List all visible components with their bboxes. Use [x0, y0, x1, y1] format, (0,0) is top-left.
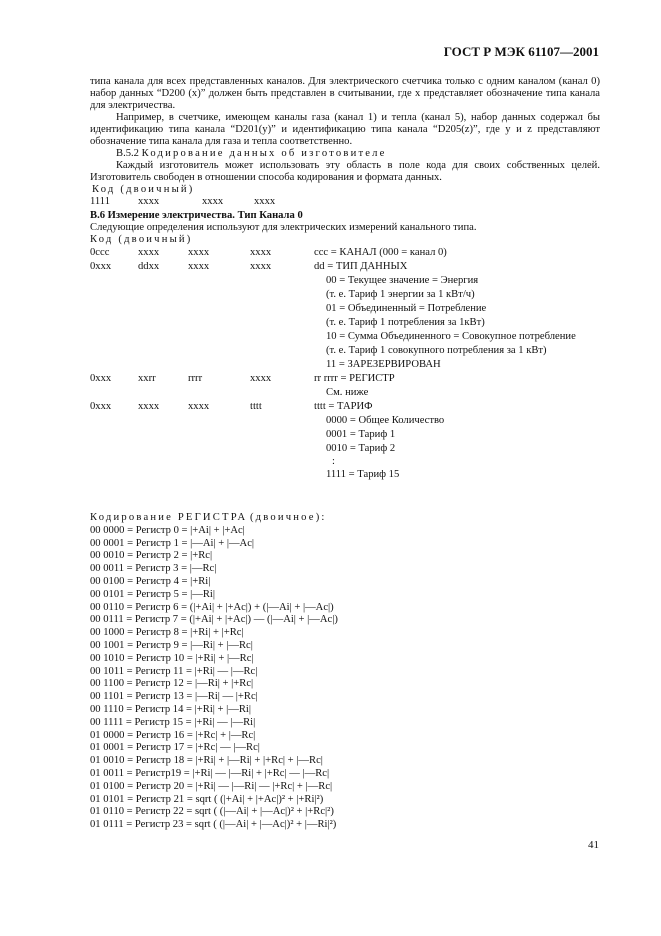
register-line: 00 0001 = Регистр 1 = |—Ai| + |—Ac|: [90, 537, 255, 549]
code-cell: xxxx: [188, 247, 210, 258]
register-list: [90, 512, 600, 832]
register-line: 00 1101 = Регистр 13 = |—Ri| — |+Rc|: [90, 691, 258, 703]
code-cell: xxrr: [138, 373, 156, 384]
register-line: 00 0101 = Регистр 5 = |—Ri|: [90, 588, 215, 600]
code-cell: rrrr: [188, 373, 203, 384]
register-line: 00 1010 = Регистр 10 = |+Ri| + |—Rc|: [90, 652, 254, 664]
register-line: 01 0100 = Регистр 20 = |+Ri| — |—Ri| — |+Rc| + |—Rc|: [90, 780, 333, 792]
register-line: 00 1110 = Регистр 14 = |+Ri| + |—Ri|: [90, 703, 251, 715]
code-cell: ddxx: [138, 261, 160, 272]
section-title: Кодирование данных об изготовителе: [141, 148, 387, 159]
tariff-item: 0010 = Тариф 2: [326, 443, 396, 454]
code-cell: 0xxx: [90, 373, 112, 384]
paragraph-example: Например, в счетчике, имеющем каналы газа (канал 1) и тепла (канал 5), набор данных содержал бы идентификацию типа канала “D201(y)” и идентификацию типа канала “D205(z)”, где y и z представляют обозначение типа канала для газа и тепла соответственно.: [90, 112, 600, 147]
register-line: 00 1001 = Регистр 9 = |—Ri| + |—Rc|: [90, 639, 253, 651]
tariff-item: 1111 = Тариф 15: [326, 469, 400, 480]
register-line: 00 1011 = Регистр 11 = |+Ri| — |—Rc|: [90, 665, 258, 677]
paragraph-manufacturer: Каждый изготовитель может использовать эту область в поле кода для своих собственных целей. Изготовитель свободен в отношении способа кодирования и формата данных.: [90, 160, 600, 183]
code-row-channel: [90, 246, 600, 260]
code-label: Код (двоичный): [92, 184, 195, 195]
code-cell: xxxx: [202, 196, 224, 207]
code-cell: xxxx: [138, 401, 160, 412]
register-line: 00 1100 = Регистр 12 = |—Ri| + |+Rc|: [90, 678, 254, 690]
paragraph-channel-type: типа канала для всех представленных каналов. Для электрического счетчика только с одним каналом (канал 0) набор данных “D200 (x)” должен быть представлен в считывании, где x представляет обозначение типа канала для электричества.: [90, 76, 600, 111]
code-cell: 0xxx: [90, 401, 112, 412]
code-label: Код (двоичный): [90, 234, 193, 245]
document-header: ГОСТ Р МЭК 61107—2001: [443, 44, 599, 59]
register-line: 00 0100 = Регистр 4 = |+Ri|: [90, 575, 211, 587]
register-line: 00 1000 = Регистр 8 = |+Ri| + |+Rc|: [90, 627, 244, 639]
code-cell: xxxx: [250, 373, 272, 384]
register-line: 00 1111 = Регистр 15 = |+Ri| — |—Ri|: [90, 716, 256, 728]
code-description: tttt = ТАРИФ: [314, 401, 373, 412]
data-type-item: (т. е. Тариф 1 потребления за 1кВт): [326, 317, 485, 328]
register-line: 01 0011 = Регистр19 = |+Ri| — |—Ri| + |+Rc| — |—Rc|: [90, 767, 330, 779]
register-line: 00 0000 = Регистр 0 = |+Ai| + |+Ac|: [90, 524, 245, 536]
section-b52-heading: [90, 148, 600, 160]
code-description: rr rrrr = РЕГИСТР: [314, 373, 395, 384]
code-row-data-type: [90, 260, 600, 274]
register-list-title: [90, 512, 600, 525]
code-cell: 1111: [90, 196, 111, 207]
code-cell: xxxx: [188, 261, 210, 272]
code-row-tariff: [90, 400, 600, 414]
register-line: 01 0001 = Регистр 17 = |+Rc| — |—Rc|: [90, 742, 260, 754]
register-line: 00 0010 = Регистр 2 = |+Rc|: [90, 550, 213, 562]
register-line: 01 0010 = Регистр 18 = |+Ri| + |—Ri| + |+Rc| + |—Rc|: [90, 755, 323, 767]
register-line: 01 0101 = Регистр 21 = sqrt ( (|+Ai| + |+Ac|)² + |+Ri|²): [90, 793, 324, 805]
section-number: B.5.2: [116, 148, 139, 159]
data-type-item: (т. е. Тариф 1 энергии за 1 кВт/ч): [326, 289, 475, 300]
code-description: ccc = КАНАЛ (000 = канал 0): [314, 247, 447, 258]
code-cell: xxxx: [250, 261, 272, 272]
page-content: [90, 76, 600, 832]
see-below-note: См. ниже: [326, 387, 369, 398]
code-cell: 0ccc: [90, 247, 110, 258]
register-line: 01 0110 = Регистр 22 = sqrt ( (|—Ai| + |—Ac|)² + |+Rc|²): [90, 806, 334, 818]
code-cell: 0xxx: [90, 261, 112, 272]
code-row-register: [90, 372, 600, 386]
data-type-item: (т. е. Тариф 1 совокупного потребления за 1 кВт): [326, 345, 547, 356]
register-line: 00 0111 = Регистр 7 = (|+Ai| + |+Ac|) — (|—Ai| + |—Ac|): [90, 614, 338, 626]
code-cell: xxxx: [138, 196, 160, 207]
code-row: [90, 196, 600, 208]
page-number: 41: [588, 839, 599, 851]
register-line: 01 0111 = Регистр 23 = sqrt ( (|—Ai| + |—Ac|)² + |—Ri|²): [90, 819, 337, 831]
register-title: Кодирование РЕГИСТРА: [90, 512, 248, 523]
code-cell: xxxx: [254, 196, 276, 207]
section-b6-heading: B.6 Измерение электричества. Тип Канала 0: [90, 210, 303, 221]
tariff-ellipsis: :: [332, 456, 335, 467]
code-cell: xxxx: [188, 401, 210, 412]
register-title-suffix: (двоичное):: [249, 512, 327, 523]
code-cell: xxxx: [138, 247, 160, 258]
tariff-item: 0001 = Тариф 1: [326, 429, 396, 440]
register-line: 00 0011 = Регистр 3 = |—Rc|: [90, 563, 217, 575]
code-cell: tttt: [250, 401, 262, 412]
register-line: 01 0000 = Регистр 16 = |+Rc| + |—Rc|: [90, 729, 256, 741]
register-line: 00 0110 = Регистр 6 = (|+Ai| + |+Ac|) + (|—Ai| + |—Ac|): [90, 601, 334, 613]
register-lines: [90, 525, 600, 832]
code-description: dd = ТИП ДАННЫХ: [314, 261, 408, 272]
data-type-item: 11 = ЗАРЕЗЕРВИРОВАН: [326, 359, 441, 370]
data-type-item: 10 = Сумма Объединенного = Совокупное потребление: [326, 331, 576, 342]
tariff-item: 0000 = Общее Количество: [326, 415, 445, 426]
paragraph-definitions: Следующие определения используют для электрических измерений канального типа.: [90, 222, 477, 233]
data-type-item: 01 = Объединенный = Потребление: [326, 303, 487, 314]
data-type-item: 00 = Текущее значение = Энергия: [326, 275, 479, 286]
code-cell: xxxx: [250, 247, 272, 258]
